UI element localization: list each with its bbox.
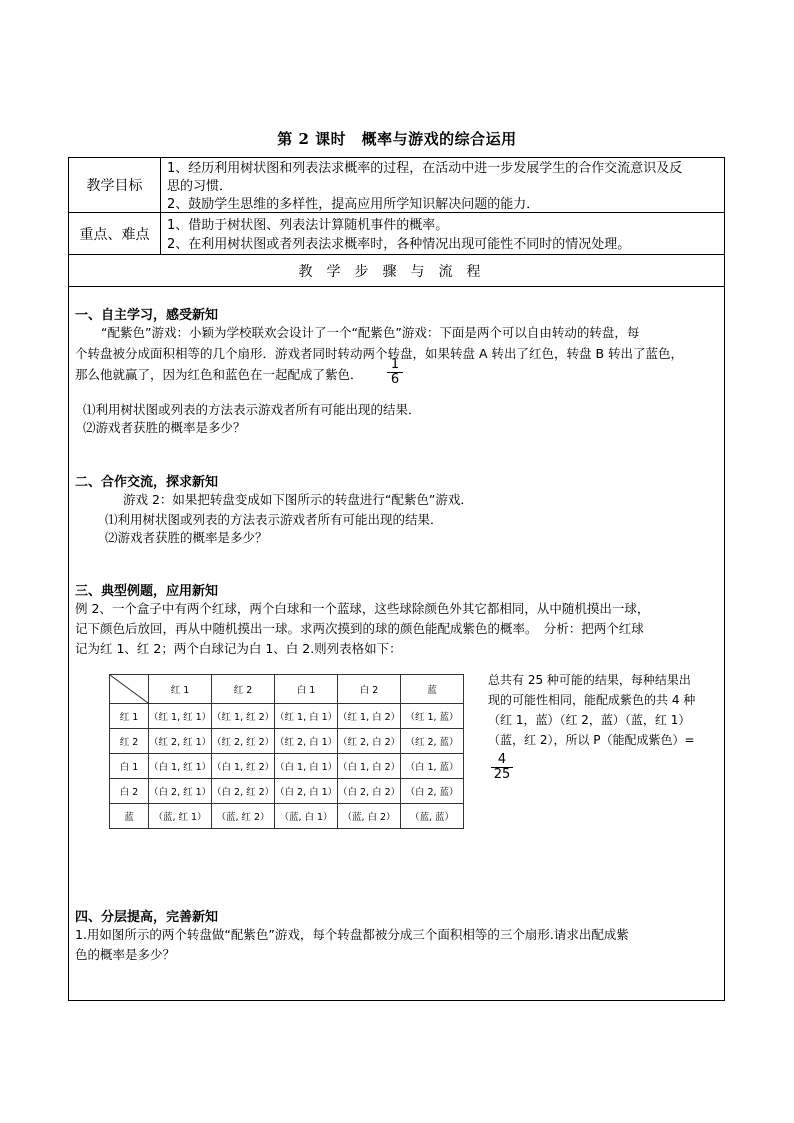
- outcome-table: [109, 674, 464, 829]
- section4-line: 1.用如图所示的两个转盘做“配紫色”游戏，每个转盘都被分成三个面积相等的三个扇形.请求出配成紫: [75, 927, 629, 942]
- table-cell: （白 2, 白 2）: [338, 779, 401, 804]
- row-label: 蓝: [110, 804, 149, 829]
- section2-line: 游戏 2：如果把转盘变成如下图所示的转盘进行“配紫色”游戏．: [123, 492, 473, 507]
- key-points-line: 2、在利用树状图或者列表法求概率时，各种情况出现可能性不同时的情况处理。: [167, 237, 631, 252]
- section2-heading: 二、合作交流，探求新知: [75, 475, 219, 490]
- section1-heading: 一、自主学习，感受新知: [75, 308, 219, 323]
- goals-line: 思的习惯．: [167, 179, 233, 194]
- section3-line: 记下颜色后放回，再从中随机摸出一球。求两次摸到的球的颜色能配成紫色的概率。 分析：把两个红球: [75, 621, 644, 636]
- table-cell: （白 2, 红 1）: [149, 779, 212, 804]
- table-row: [110, 729, 464, 754]
- table-cell: （红 2, 红 2）: [212, 729, 275, 754]
- table-header-cell: 蓝: [401, 675, 464, 704]
- goals-label: 教学目标: [69, 158, 161, 212]
- row-label: 红 2: [110, 729, 149, 754]
- table-cell: （红 1, 红 2）: [212, 704, 275, 729]
- table-cell: （蓝, 白 2）: [338, 804, 401, 829]
- section4-heading: 四、分层提高，完善新知: [75, 910, 219, 925]
- analysis-line: （蓝，红 2），所以 P（能配成紫色）=: [488, 733, 695, 747]
- table-cell: （蓝, 白 1）: [275, 804, 338, 829]
- goals-content: [167, 160, 722, 214]
- section1-line: 个转盘被分成面积相等的几个扇形．游戏者同时转动两个转盘，如果转盘 A 转出了红色，转盘 B 转出了蓝色，: [75, 346, 684, 361]
- table-header-cell: 红 1: [149, 675, 212, 704]
- table-header-cell: 红 2: [212, 675, 275, 704]
- table-cell: （红 1, 白 2）: [338, 704, 401, 729]
- table-cell: （白 2, 红 2）: [212, 779, 275, 804]
- fraction-denominator: 25: [493, 767, 511, 782]
- analysis-text: [488, 670, 728, 750]
- table-row: [110, 704, 464, 729]
- diagonal-line: [110, 675, 148, 703]
- table-cell: （白 1, 红 2）: [212, 754, 275, 779]
- table-row: [110, 804, 464, 829]
- section1-question: ⑴利用树状图或列表的方法表示游戏者所有可能出现的结果．: [83, 402, 421, 417]
- section3-line: 记为红 1、红 2；两个白球记为白 1、白 2.则列表格如下：: [75, 641, 402, 656]
- table-cell: （蓝, 蓝）: [401, 804, 464, 829]
- fraction-numerator: 1: [387, 358, 403, 373]
- table-row: [110, 754, 464, 779]
- table-cell: （红 2, 蓝）: [401, 729, 464, 754]
- table-row: [110, 779, 464, 804]
- goals-line: 2、鼓励学生思维的多样性，提高应用所学知识解决问题的能力．: [167, 197, 540, 212]
- section1-line: 那么他就赢了，因为红色和蓝色在一起配成了紫色．: [75, 367, 363, 382]
- table-cell: （红 2, 白 2）: [338, 729, 401, 754]
- goals-line: 1、经历利用树状图和列表法求概率的过程，在活动中进一步发展学生的合作交流意识及反: [167, 161, 683, 176]
- page-title: 第 2 课时 概率与游戏的综合运用: [277, 130, 517, 148]
- key-points-row: [69, 213, 724, 255]
- table-header-row: [110, 675, 464, 704]
- section2-line: ⑵游戏者获胜的概率是多少？: [105, 530, 268, 545]
- section4-line: 色的概率是多少？: [75, 947, 176, 962]
- table-cell: （白 1, 白 2）: [338, 754, 401, 779]
- table-cell: （红 2, 白 1）: [275, 729, 338, 754]
- analysis-line: 总共有 25 种可能的结果，每种结果出: [488, 673, 691, 687]
- section3-heading: 三、典型例题，应用新知: [75, 584, 219, 599]
- section3-fraction: [491, 753, 513, 782]
- table-cell: （红 1, 蓝）: [401, 704, 464, 729]
- table-cell: （蓝, 红 2）: [212, 804, 275, 829]
- table-cell: （红 1, 红 1）: [149, 704, 212, 729]
- section1-question: ⑵游戏者获胜的概率是多少？: [83, 420, 246, 435]
- section1-fraction: [387, 358, 403, 387]
- table-cell: （白 2, 白 1）: [275, 779, 338, 804]
- table-cell: （红 2, 红 1）: [149, 729, 212, 754]
- table-cell: （白 1, 蓝）: [401, 754, 464, 779]
- steps-header-row: [69, 255, 724, 287]
- section1-line: “配紫色”游戏：小颖为学校联欢会设计了一个“配紫色”游戏：下面是两个可以自由转动的转盘，每: [101, 325, 640, 340]
- table-cell: （白 2, 蓝）: [401, 779, 464, 804]
- section2-line: ⑴利用树状图或列表的方法表示游戏者所有可能出现的结果．: [105, 512, 443, 527]
- table-corner: [110, 675, 149, 704]
- table-header-cell: 白 1: [275, 675, 338, 704]
- section3-line: 例 2、一个盒子中有两个红球，两个白球和一个蓝球，这些球除颜色外其它都相同，从中随机摸出一球，: [75, 601, 650, 616]
- analysis-line: （红 1，蓝）（红 2，蓝）（蓝，红 1）: [488, 713, 691, 727]
- table-cell: （白 1, 白 1）: [275, 754, 338, 779]
- fraction-numerator: 4: [491, 753, 513, 768]
- steps-header: 教学步骤与流程: [298, 263, 495, 280]
- fraction-denominator: 6: [390, 372, 400, 387]
- analysis-line: 现的可能性相同，能配成紫色的共 4 种: [488, 693, 696, 707]
- table-cell: （白 1, 红 1）: [149, 754, 212, 779]
- lesson-table: [68, 157, 725, 1001]
- row-label: 白 2: [110, 779, 149, 804]
- table-cell: （蓝, 红 1）: [149, 804, 212, 829]
- goals-row: [69, 158, 724, 213]
- table-header-cell: 白 2: [338, 675, 401, 704]
- row-label: 红 1: [110, 704, 149, 729]
- key-points-content: [167, 216, 722, 254]
- table-cell: （红 1, 白 1）: [275, 704, 338, 729]
- key-points-line: 1、借助于树状图、列表法计算随机事件的概率。: [167, 218, 449, 233]
- key-points-label: 重点、难点: [69, 213, 161, 254]
- row-label: 白 1: [110, 754, 149, 779]
